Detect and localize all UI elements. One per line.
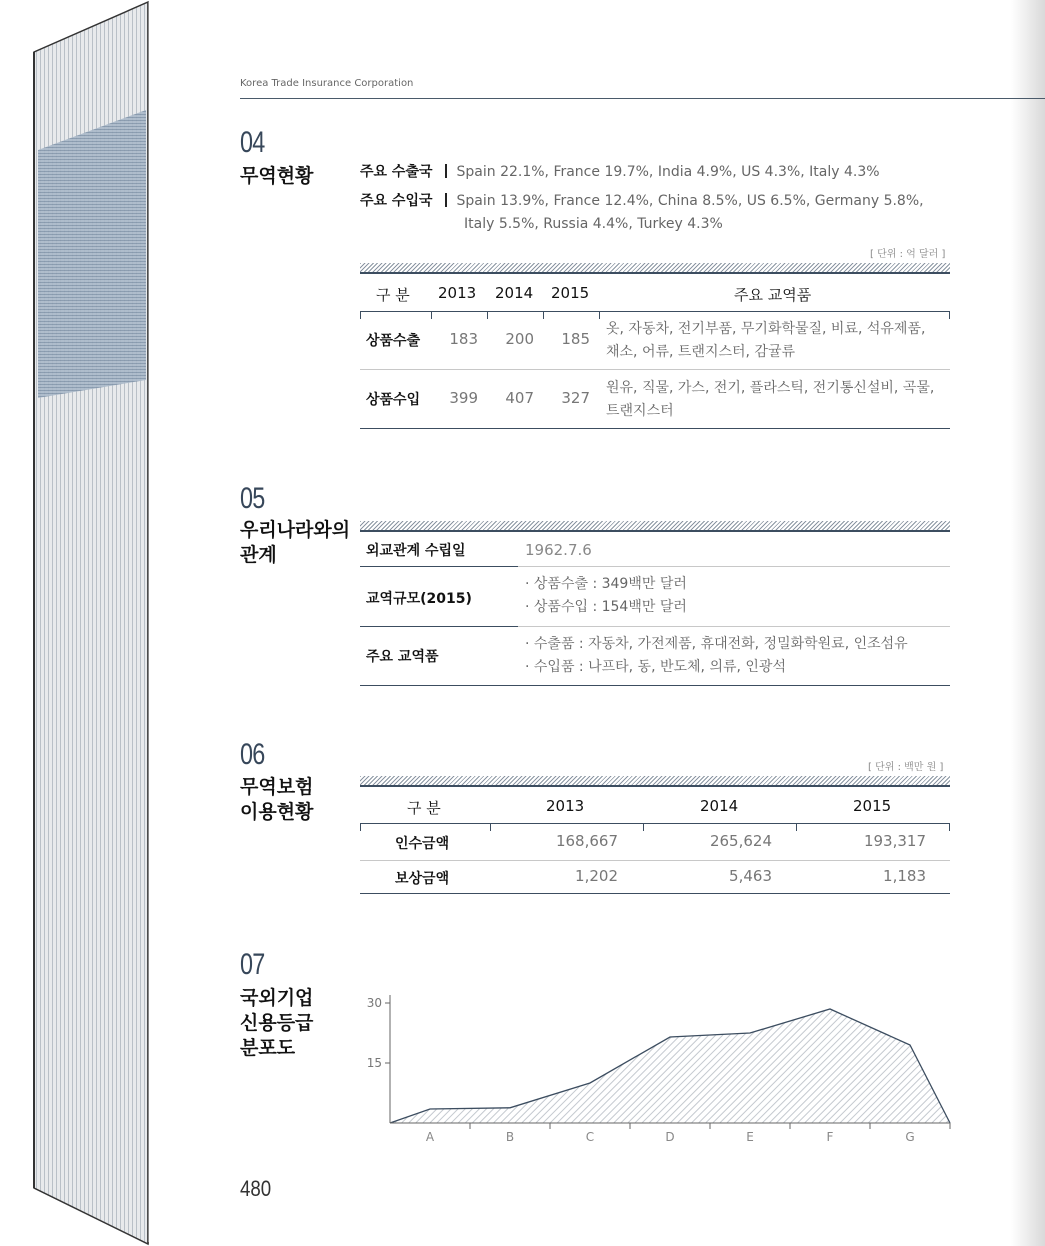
value-2015: 193,317 — [863, 832, 926, 850]
import-value-line1: Spain 13.9%, France 12.4%, China 8.5%, US 6.5%, Germany 5.8%, — [456, 193, 924, 209]
export-label: 주요 수출국 — [360, 164, 433, 180]
row-label: 교역규모(2015) — [366, 591, 472, 607]
import-label: 주요 수입국 — [360, 193, 433, 209]
section-05-title-line1: 우리나라와의 — [240, 519, 351, 541]
col-tick — [543, 311, 544, 319]
x-tick-label: G — [905, 1130, 915, 1144]
x-tick-label: E — [746, 1130, 754, 1144]
value-2013: 399 — [449, 389, 478, 407]
value-2015: 327 — [561, 389, 590, 407]
section-07-title-line3: 분포도 — [240, 1037, 296, 1059]
row-label: 주요 교역품 — [366, 649, 439, 665]
x-tick-label: A — [425, 1130, 435, 1144]
row-value-line2: · 수입품 : 나프타, 동, 반도체, 의류, 인광석 — [525, 659, 786, 675]
table-05-bottom-rule — [360, 685, 950, 686]
row-label: 상품수출 — [366, 333, 421, 349]
section-07-title-line1: 국외기업 — [240, 987, 314, 1009]
table-05-hatch — [360, 521, 950, 530]
items-line2: 트랜지스터 — [606, 403, 674, 419]
x-tick-label: B — [505, 1130, 515, 1144]
section-07-number: 07 — [240, 948, 265, 981]
table-04-bottom-rule — [360, 428, 950, 429]
col-tick — [796, 823, 797, 831]
row-label: 보상금액 — [395, 871, 450, 887]
row-label: 인수금액 — [395, 836, 450, 852]
value-2015: 1,183 — [883, 867, 926, 885]
th-category: 구 분 — [376, 286, 410, 304]
value-2013: 168,667 — [555, 832, 618, 850]
table-05-top-rule — [360, 530, 950, 532]
section-04-number: 04 — [240, 126, 265, 159]
th-2013: 2013 — [546, 797, 585, 815]
unit-label-04: [ 단위 : 억 달러 ] — [870, 249, 946, 260]
page-number: 480 — [240, 1176, 272, 1201]
value-2014: 265,624 — [709, 832, 772, 850]
area-fill — [390, 1009, 950, 1123]
main-import-countries — [360, 190, 924, 212]
value-divider — [518, 566, 950, 567]
value-2014: 200 — [505, 330, 534, 348]
col-tick — [490, 823, 491, 831]
header-bottom-rule — [360, 823, 950, 824]
export-value: Spain 22.1%, France 19.7%, India 4.9%, US 4.3%, Italy 4.3% — [456, 164, 880, 180]
x-tick-label: D — [665, 1130, 675, 1144]
unit-label-06: [ 단위 : 백만 원 ] — [868, 762, 944, 773]
table-04-hatch — [360, 263, 950, 272]
separator-bar — [445, 164, 447, 178]
header-rule — [240, 98, 1045, 99]
credit-rating-chart — [355, 985, 955, 1155]
col-tick — [487, 311, 488, 319]
import-value-line2: Italy 5.5%, Russia 4.4%, Turkey 4.3% — [464, 216, 723, 232]
separator-bar — [445, 193, 447, 207]
section-06-title-line1: 무역보험 — [240, 776, 314, 798]
section-05-title-line2: 관계 — [240, 544, 277, 566]
section-07-title-line2: 신용등급 — [240, 1012, 314, 1034]
row-label: 상품수입 — [366, 392, 421, 408]
row-label: 외교관계 수립일 — [366, 543, 466, 559]
label-divider — [360, 626, 518, 627]
page-gutter-shadow — [1011, 0, 1045, 1246]
section-04-title: 무역현황 — [240, 165, 314, 187]
th-2014: 2014 — [700, 797, 739, 815]
table-06-top-rule — [360, 785, 950, 787]
value-2014: 407 — [505, 389, 534, 407]
value-2013: 1,202 — [575, 867, 618, 885]
section-05-number: 05 — [240, 482, 265, 515]
items-line1: 원유, 직물, 가스, 전기, 플라스틱, 전기통신설비, 곡물, — [606, 380, 935, 396]
value-divider — [518, 626, 950, 627]
y-tick-label: 15 — [366, 1056, 382, 1070]
main-export-countries — [360, 161, 880, 183]
col-tick — [949, 311, 950, 319]
row-value-line1: · 수출품 : 자동차, 가전제품, 휴대전화, 정밀화학원료, 인조섬유 — [525, 636, 908, 652]
row-value-line2: · 상품수입 : 154백만 달러 — [525, 599, 687, 615]
value-2015: 185 — [561, 330, 590, 348]
section-06-number: 06 — [240, 738, 265, 771]
items-line1: 옷, 자동차, 전기부품, 무기화학물질, 비료, 석유제품, — [606, 321, 926, 337]
row-divider — [360, 369, 950, 370]
row-value-line1: 1962.7.6 — [525, 541, 592, 559]
y-tick-label: 30 — [366, 996, 382, 1010]
th-2015: 2015 — [551, 284, 590, 302]
col-tick — [599, 311, 600, 319]
row-value-line1: · 상품수출 : 349백만 달러 — [525, 576, 687, 592]
value-2014: 5,463 — [729, 867, 772, 885]
th-2015: 2015 — [853, 797, 892, 815]
x-tick-label: F — [826, 1130, 834, 1144]
th-2014: 2014 — [495, 284, 534, 302]
col-tick — [360, 311, 361, 319]
th-main-items: 주요 교역품 — [734, 286, 812, 304]
col-tick — [949, 823, 950, 831]
table-06-bottom-rule — [360, 893, 950, 894]
col-tick — [643, 823, 644, 831]
book-spine-edge — [0, 0, 160, 1246]
table-06-hatch — [360, 776, 950, 785]
items-line2: 채소, 어류, 트랜지스터, 감귤류 — [606, 344, 795, 360]
header-bottom-rule — [360, 311, 950, 312]
value-2013: 183 — [449, 330, 478, 348]
col-tick — [431, 311, 432, 319]
table-04-top-rule — [360, 272, 950, 274]
running-header: Korea Trade Insurance Corporation — [240, 78, 414, 89]
section-06-title-line2: 이용현황 — [240, 801, 314, 823]
th-category: 구 분 — [407, 799, 441, 817]
row-divider — [360, 860, 950, 861]
x-tick-label: C — [585, 1130, 595, 1144]
label-divider — [360, 566, 518, 567]
th-2013: 2013 — [438, 284, 477, 302]
col-tick — [360, 823, 361, 831]
